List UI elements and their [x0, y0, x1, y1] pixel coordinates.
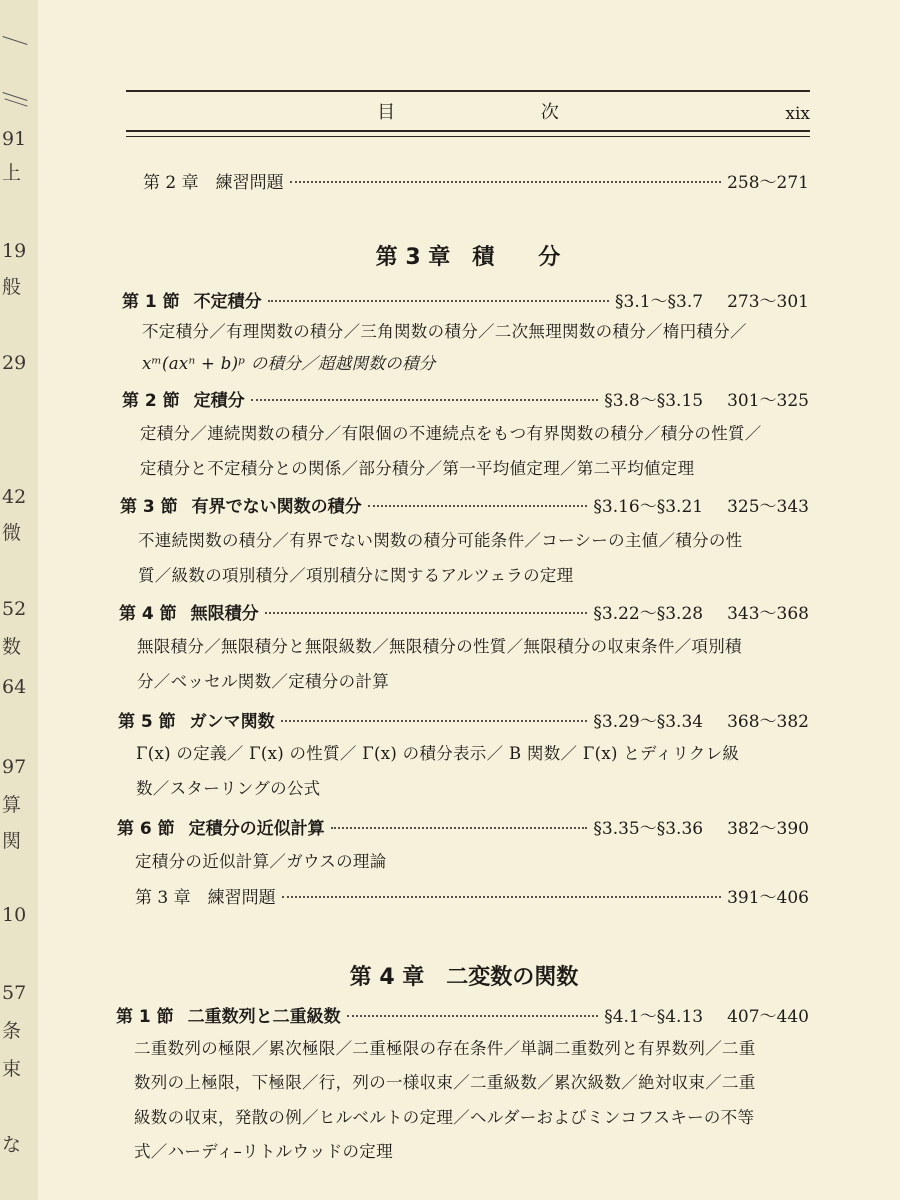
margin-fragment: 52: [2, 598, 27, 620]
section-range: §3.35〜§3.36: [593, 819, 704, 839]
section-range: §3.16〜§3.21: [593, 497, 704, 517]
section-title: 有界でない関数の積分: [191, 497, 362, 517]
margin-fragment: 19: [2, 240, 27, 262]
section-label: 第 3 節: [120, 497, 178, 517]
margin-fragment: 般: [2, 276, 22, 298]
entry-pages: 325〜343: [727, 497, 809, 517]
margin-fragment: な: [2, 1134, 22, 1156]
margin-fragment: 64: [2, 676, 27, 698]
leader-dots: [331, 827, 588, 829]
section-range: §3.1〜§3.7: [615, 292, 704, 312]
section-topics: 不定積分／有理関数の積分／三角関数の積分／二次無理関数の積分／楕円積分／: [142, 322, 747, 341]
margin-fragment: 91: [2, 128, 27, 150]
section-topics: 二重数列の極限／累次極限／二重極限の存在条件／単調二重数列と有界数列／二重: [134, 1039, 756, 1058]
margin-fragment: 条: [2, 1020, 22, 1042]
leader-dots: [251, 399, 599, 401]
leader-dots: [265, 612, 588, 614]
header-double-rule: [126, 136, 810, 137]
margin-fragment: 上: [2, 162, 22, 184]
section-title: 不定積分: [193, 292, 262, 312]
margin-fragment: 29: [2, 352, 27, 374]
section-topics: 不連続関数の積分／有界でない関数の積分可能条件／コーシーの主値／積分の性: [138, 531, 743, 550]
leader-dots: [282, 896, 721, 898]
section-topics: 質／級数の項別積分／項別積分に関するアルツェラの定理: [138, 566, 574, 585]
section-topics: Γ(x) の定義／ Γ(x) の性質／ Γ(x) の積分表示／ B 関数／ Γ(x) とディリクレ級: [136, 744, 740, 763]
section-topics: 式／ハーディ–リトルウッドの定理: [134, 1142, 393, 1161]
section-title: 定積分の近似計算: [188, 819, 325, 839]
toc-entry-section[interactable]: [116, 1002, 809, 1027]
margin-fragment: 42: [2, 486, 27, 508]
leader-dots: [347, 1015, 599, 1017]
entry-pages: 382〜390: [727, 819, 809, 839]
chapter-title: 第 4 章 二変数の関数: [349, 965, 579, 990]
page-header-title: 目 次: [377, 102, 629, 123]
section-title: 二重数列と二重級数: [187, 1007, 341, 1027]
margin-fragment: 10: [2, 904, 27, 926]
margin-fragment: 束: [2, 1058, 22, 1080]
section-label: 第 5 節: [118, 712, 176, 732]
toc-entry-ch2-exercises[interactable]: [143, 168, 809, 193]
margin-fragment: 数: [2, 636, 22, 658]
leader-dots: [281, 720, 588, 722]
margin-fragment: 算: [2, 794, 22, 816]
section-range: §4.1〜§4.13: [604, 1007, 704, 1027]
leader-dots: [268, 300, 609, 302]
toc-entry-section[interactable]: [118, 707, 809, 732]
toc-entry-section[interactable]: [120, 492, 809, 517]
section-label: 第 4 節: [119, 604, 177, 624]
entry-pages: 368〜382: [727, 712, 809, 732]
toc-entry-section[interactable]: [119, 599, 809, 624]
section-topics: 定積分の近似計算／ガウスの理論: [135, 852, 387, 871]
margin-fragment: 97: [2, 756, 27, 778]
section-topics: 分／ベッセル関数／定積分の計算: [137, 672, 389, 691]
margin-fragment: 57: [2, 982, 27, 1004]
entry-pages: 391〜406: [727, 888, 809, 908]
header-rule: [126, 90, 810, 92]
section-label: 第 1 節: [122, 292, 180, 312]
adjacent-page-edge: [0, 0, 40, 1200]
toc-entry-ch3-exercises[interactable]: [135, 883, 809, 908]
toc-entry-section[interactable]: [122, 287, 809, 312]
section-topics: 数列の上極限，下極限／行，列の一様収束／二重級数／累次級数／絶対収束／二重: [134, 1073, 756, 1092]
section-label: 第 6 節: [117, 819, 175, 839]
page-number: xix: [785, 104, 810, 124]
toc-entry-section[interactable]: [117, 814, 809, 839]
section-range: §3.8〜§3.15: [604, 391, 704, 411]
section-topics: 級数の収束，発散の例／ヒルベルトの定理／ヘルダーおよびミンコフスキーの不等: [134, 1108, 755, 1127]
section-range: §3.29〜§3.34: [593, 712, 704, 732]
section-label: 第 2 節: [122, 391, 180, 411]
section-title: ガンマ関数: [189, 712, 275, 732]
header-double-rule: [126, 130, 810, 132]
section-topics: 数／スターリングの公式: [136, 779, 321, 798]
section-topics: 無限積分／無限積分と無限級数／無限積分の性質／無限積分の収束条件／項別積: [137, 637, 742, 656]
entry-label: 第 2 章 練習問題: [143, 173, 284, 193]
entry-label: 第 3 章 練習問題: [135, 888, 276, 908]
section-title: 無限積分: [190, 604, 259, 624]
entry-pages: 258〜271: [727, 173, 809, 193]
entry-pages: 407〜440: [727, 1007, 809, 1027]
section-title: 定積分: [193, 391, 245, 411]
chapter-title: 第 3 章 積 分: [375, 245, 561, 270]
margin-fragment: 関: [2, 830, 22, 852]
section-topics: 定積分／連続関数の積分／有限個の不連続点をもつ有界関数の積分／積分の性質／: [140, 424, 762, 443]
margin-fragment: 微: [2, 522, 22, 544]
leader-dots: [290, 181, 721, 183]
section-range: §3.22〜§3.28: [593, 604, 704, 624]
section-label: 第 1 節: [116, 1007, 174, 1027]
section-topics: xᵐ(axⁿ + b)ᵖ の積分／超越関数の積分: [142, 354, 436, 373]
entry-pages: 343〜368: [727, 604, 809, 624]
section-topics: 定積分と不定積分との関係／部分積分／第一平均値定理／第二平均値定理: [140, 459, 695, 478]
leader-dots: [368, 505, 588, 507]
toc-entry-section[interactable]: [122, 386, 809, 411]
entry-pages: 301〜325: [727, 391, 809, 411]
entry-pages: 273〜301: [727, 292, 809, 312]
